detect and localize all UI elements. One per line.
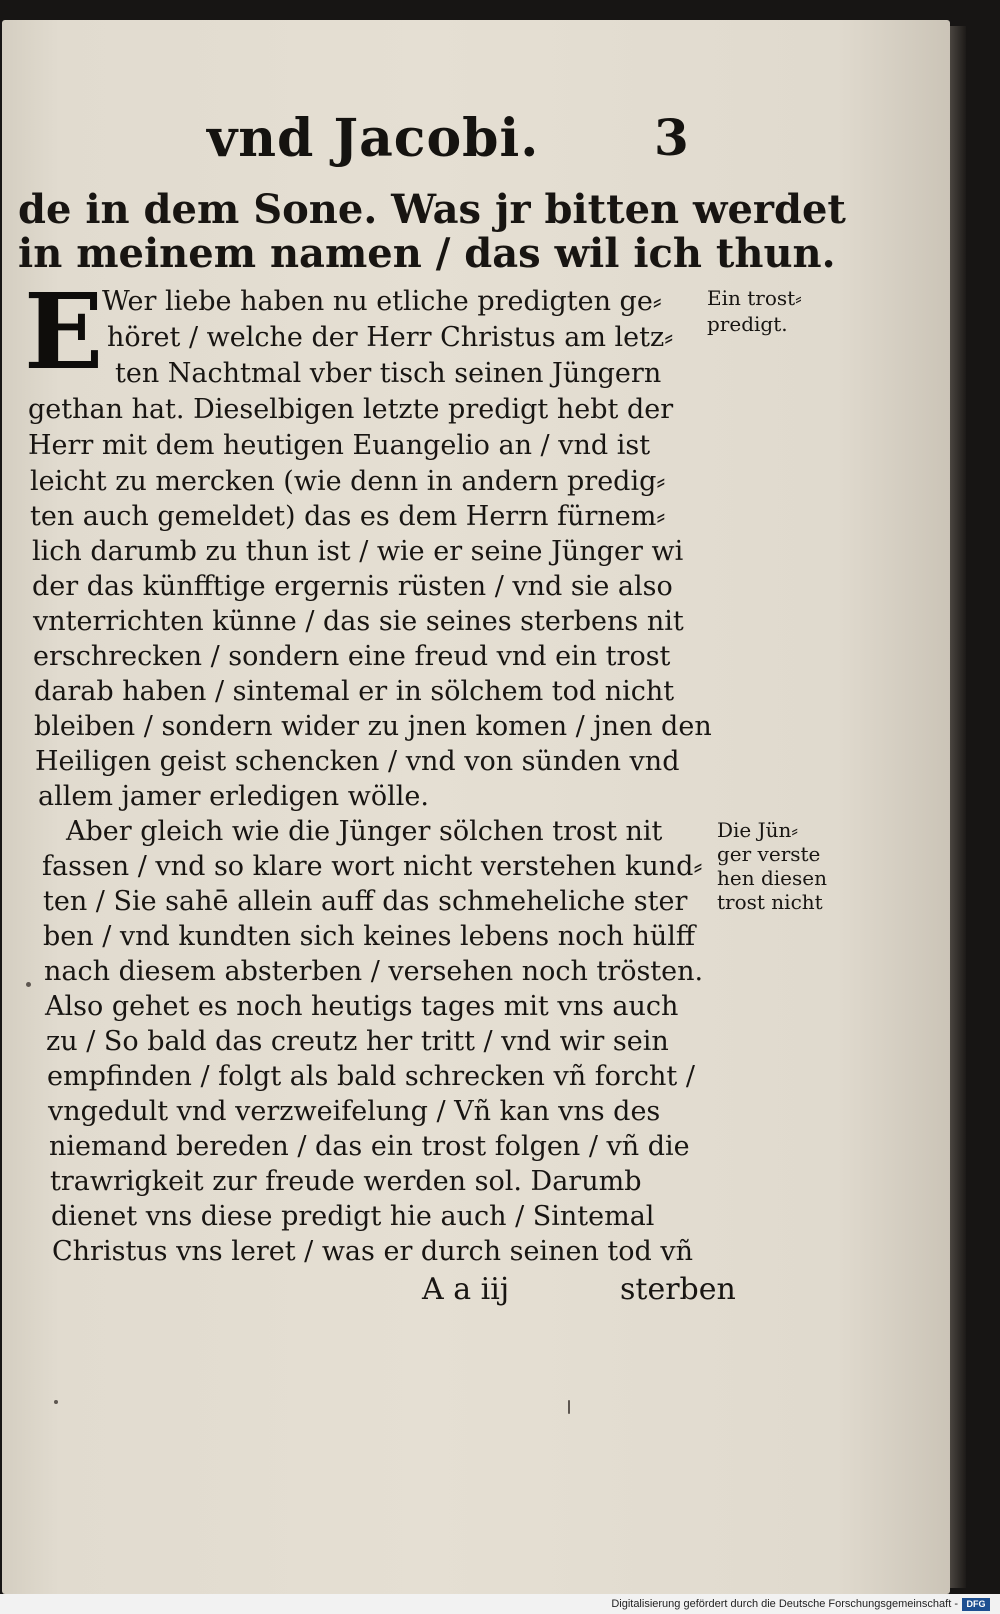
signature-mark: A a iij — [422, 1272, 510, 1307]
text-line: fassen / vnd so klare wort nicht verstehen kund⸗ — [42, 851, 703, 882]
catchword: sterben — [620, 1272, 736, 1307]
page-number: 3 — [654, 108, 689, 167]
text-line: vnterrichten künne / das sie seines sterbens nit — [33, 606, 684, 637]
dfg-logo-icon: DFG — [962, 1598, 990, 1611]
marginal-note-line: trost nicht — [717, 890, 823, 914]
text-line: dienet vns diese predigt hie auch / Sintemal — [51, 1201, 655, 1232]
text-line: Aber gleich wie die Jünger sölchen trost nit — [66, 816, 663, 847]
text-line: Herr mit dem heutigen Euangelio an / vnd ist — [28, 430, 651, 461]
text-line: leicht zu mercken (wie denn in andern predig⸗ — [30, 466, 666, 497]
text-line: Heiligen geist schencken / vnd von sünden vnd — [35, 746, 680, 777]
text-line: gethan hat. Dieselbigen letzte predigt hebt der — [28, 394, 674, 425]
text-line: ben / vnd kundten sich keines lebens noch hülff — [43, 921, 696, 952]
drop-cap: E — [24, 270, 104, 393]
opening-line-2: in meinem namen / das wil ich thun. — [18, 230, 836, 277]
marginal-note-line: Die Jün⸗ — [717, 818, 799, 842]
book-page — [2, 20, 950, 1594]
text-line: Also gehet es noch heutigs tages mit vns auch — [45, 991, 679, 1022]
footer-bar — [0, 1594, 1000, 1614]
text-line: vngedult vnd verzweifelung / Vñ kan vns des — [48, 1096, 661, 1127]
marginal-note-line: predigt. — [707, 312, 788, 336]
funding-credit: Digitalisierung gefördert durch die Deutsche Forschungsgemeinschaft - — [611, 1598, 958, 1610]
opening-line-1: de in dem Sone. Was jr bitten werdet — [18, 186, 846, 233]
text-line: erschrecken / sondern eine freud vnd ein trost — [33, 641, 671, 672]
marginal-note-line: hen diesen — [717, 866, 827, 890]
paper-speck — [568, 1400, 570, 1414]
text-line: ten Nachtmal vber tisch seinen Jüngern — [115, 358, 662, 389]
text-line: ten / Sie sahē allein auff das schmeheliche ster — [43, 886, 688, 917]
text-line: bleiben / sondern wider zu jnen komen / jnen den — [34, 711, 712, 742]
text-line: Christus vns leret / was er durch seinen tod vñ — [52, 1236, 694, 1267]
running-title: vnd Jacobi. — [207, 108, 540, 169]
marginal-note-line: Ein trost⸗ — [707, 286, 802, 310]
text-line: zu / So bald das creutz her tritt / vnd wir sein — [46, 1026, 669, 1057]
text-line: niemand bereden / das ein trost folgen / vñ die — [49, 1131, 690, 1162]
text-line: allem jamer erledigen wölle. — [38, 781, 429, 812]
text-line: höret / welche der Herr Christus am letz⸗ — [107, 322, 674, 353]
text-line: Wer liebe haben nu etliche predigten ge⸗ — [102, 286, 662, 317]
text-line: nach diesem absterben / versehen noch trösten. — [44, 956, 704, 987]
text-line: empfinden / folgt als bald schrecken vñ forcht / — [47, 1061, 695, 1092]
text-line: darab haben / sintemal er in sölchem tod nicht — [34, 676, 675, 707]
text-line: der das künfftige ergernis rüsten / vnd sie also — [32, 571, 673, 602]
text-line: lich darumb zu thun ist / wie er seine Jünger wi — [32, 536, 684, 567]
text-line: ten auch gemeldet) das es dem Herrn fürnem⸗ — [30, 501, 666, 532]
paper-speck — [54, 1400, 58, 1404]
text-line: trawrigkeit zur freude werden sol. Darumb — [50, 1166, 642, 1197]
marginal-note-line: ger verste — [717, 842, 821, 866]
paper-speck — [26, 982, 31, 987]
